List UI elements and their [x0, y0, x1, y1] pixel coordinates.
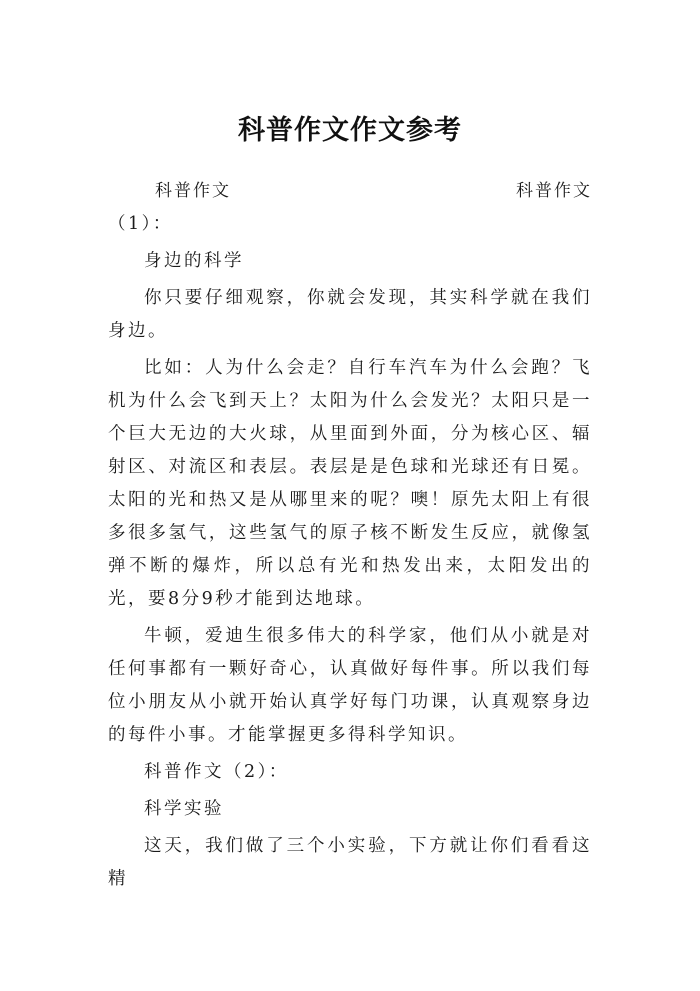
- paragraph: 牛顿，爱迪生很多伟大的科学家，他们从小就是对任何事都有一颗好奇心，认真做好每件事。所以我们每位小朋友从小就开始认真学好每门功课，认真观察身边的每件小事。才能掌握更多得科学知识。: [108, 626, 592, 745]
- byline-right: 科普作文: [516, 181, 592, 201]
- section-heading: 科学实验: [144, 799, 224, 819]
- section-heading: 身边的科学: [144, 251, 244, 271]
- paragraph: 比如：人为什么会走？自行车汽车为什么会跑？飞机为什么会飞到天上？太阳为什么会发光？太阳只是一个巨大无边的大火球，从里面到外面，分为核心区、辐射区、对流区和表层。表层是是色球和光球还有日冕。太阳的光和热又是从哪里来的呢？噢！原先太阳上有很多很多氢气，这些氢气的原子核不断发生反应，就像氢弹不断的爆炸，所以总有光和热发出来，太阳发出的光，要8分9秒才能到达地球。: [108, 358, 592, 609]
- paragraph: 你只要仔细观察，你就会发现，其实科学就在我们身边。: [108, 288, 592, 341]
- section-number: （1）：: [108, 214, 173, 234]
- document-title: 科普作文作文参考: [238, 115, 462, 146]
- byline-left: 科普作文: [155, 181, 231, 201]
- paragraph: 这天，我们做了三个小实验，下方就让你们看看这精: [108, 836, 592, 889]
- section-number: 科普作文（2）：: [144, 762, 289, 782]
- document-body: [108, 208, 592, 900]
